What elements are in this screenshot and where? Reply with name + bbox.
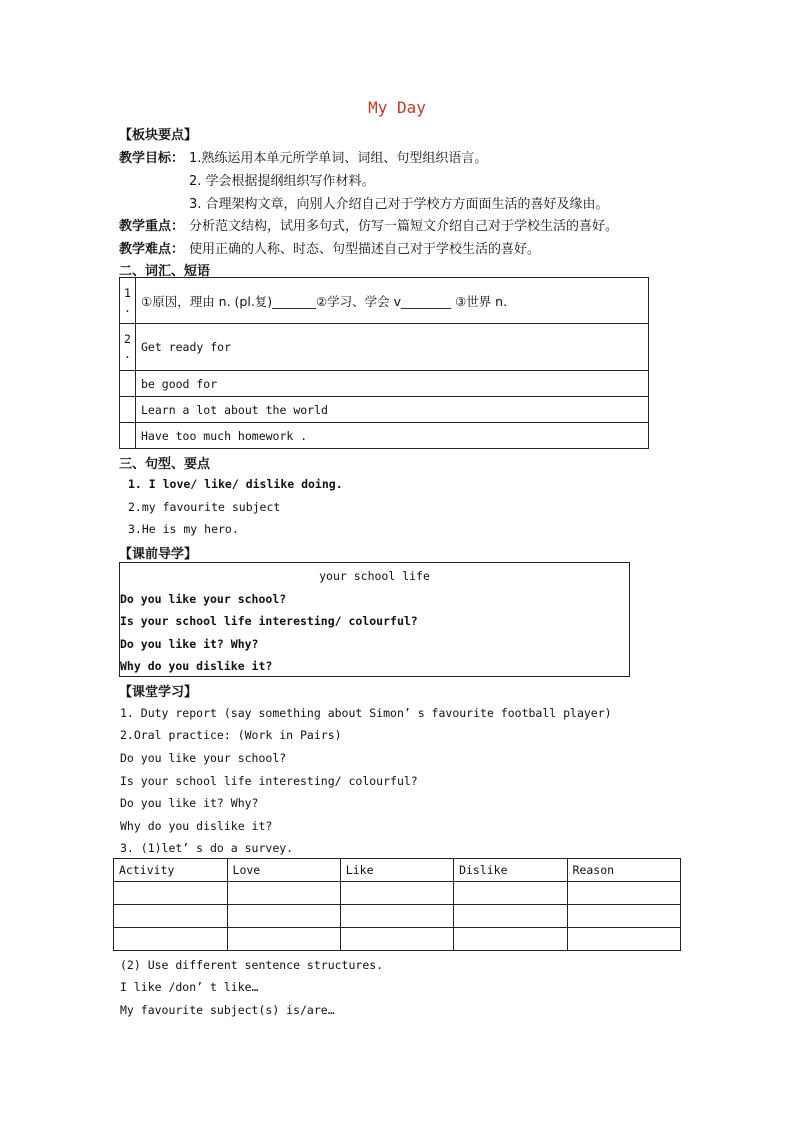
survey-cell [227, 882, 340, 905]
difficulty-text: 使用正确的人称、时态、句型描述自己对于学校生活的喜好。 [189, 242, 541, 257]
preview-question-3: Do you like it? Why? [120, 637, 259, 651]
goals-label: 教学目标： [119, 151, 185, 166]
class-line-3: Do you like your school? [120, 751, 287, 765]
vocab-row-text-content: ①原因，理由 n. (pl.复)_______②学习、学会 v________ ③世界 n. [141, 293, 508, 309]
survey-table [113, 858, 681, 951]
section-heading-vocabulary: 二、词汇、短语 [119, 264, 211, 279]
preview-question-4: Why do you dislike it? [120, 659, 273, 673]
vocab-row [120, 324, 649, 371]
vocab-row [120, 423, 649, 449]
survey-header-row [114, 859, 681, 882]
vocab-row-number [120, 371, 136, 397]
vocabulary-table [119, 277, 649, 449]
survey-header-reason: Reason [567, 859, 680, 882]
goal-item-3: 3. 合理架构文章，向别人介绍自己对于学校方方面面生活的喜好及缘由。 [189, 197, 609, 212]
preview-box-title: your school life [319, 569, 430, 583]
survey-header-love: Love [227, 859, 340, 882]
vocab-row-text [136, 278, 649, 324]
survey-cell [567, 882, 680, 905]
sentence-item-1: 1. I love/ like/ dislike doing. [128, 477, 343, 491]
survey-cell [227, 928, 340, 951]
sentence-item-2: 2.my favourite subject [128, 500, 281, 514]
class-line-2: 2.Oral practice: (Work in Pairs) [120, 728, 342, 742]
section-heading-key-points: 【板块要点】 [119, 128, 198, 143]
goal-item-2: 2. 学会根据提纲组织写作材料。 [189, 174, 375, 189]
vocab-row [120, 278, 649, 324]
survey-cell [114, 882, 228, 905]
survey-cell [114, 928, 228, 951]
vocab-row-text: Have too much homework . [136, 423, 649, 449]
vocab-row [120, 397, 649, 423]
class-line-7: 3. (1)let’ s do a survey. [120, 841, 294, 855]
section-heading-sentences: 三、句型、要点 [119, 457, 211, 472]
survey-header-like: Like [340, 859, 453, 882]
survey-cell [114, 905, 228, 928]
vocab-row-text: Get ready for [136, 324, 649, 371]
survey-cell [567, 905, 680, 928]
class-line-4: Is your school life interesting/ colourful? [120, 774, 418, 788]
after-line-3: My favourite subject(s) is/are… [120, 1003, 335, 1017]
survey-empty-row [114, 882, 681, 905]
vocab-row-text: Learn a lot about the world [136, 397, 649, 423]
preview-question-1: Do you like your school? [120, 592, 287, 606]
class-line-5: Do you like it? Why? [120, 796, 259, 810]
section-heading-class-learning: 【课堂学习】 [119, 685, 198, 700]
after-line-2: I like /don’ t like… [120, 980, 259, 994]
key-text: 分析范文结构，试用多句式，仿写一篇短文介绍自己对于学校生活的喜好。 [189, 219, 619, 234]
survey-cell [227, 905, 340, 928]
survey-cell [454, 928, 567, 951]
vocab-row-number [120, 423, 136, 449]
vocab-row-number: 1 . [120, 278, 136, 324]
vocab-row [120, 371, 649, 397]
survey-cell [567, 928, 680, 951]
goal-item-1: 1.熟练运用本单元所学单词、词组、句型组织语言。 [189, 151, 488, 166]
survey-cell [454, 882, 567, 905]
class-line-1: 1. Duty report (say something about Simon’ s favourite football player) [120, 706, 612, 720]
section-heading-preview: 【课前导学】 [119, 547, 198, 562]
difficulty-label: 教学难点： [119, 242, 185, 257]
survey-cell [340, 882, 453, 905]
page-title: My Day [368, 98, 426, 117]
survey-cell [340, 905, 453, 928]
survey-empty-row [114, 928, 681, 951]
sentence-item-3: 3.He is my hero. [128, 522, 239, 536]
survey-cell [340, 928, 453, 951]
survey-empty-row [114, 905, 681, 928]
survey-cell [454, 905, 567, 928]
survey-header-activity: Activity [114, 859, 228, 882]
survey-header-dislike: Dislike [454, 859, 567, 882]
vocab-row-text: be good for [136, 371, 649, 397]
preview-question-2: Is your school life interesting/ colourful? [120, 614, 418, 628]
after-line-1: (2) Use different sentence structures. [120, 958, 384, 972]
key-label: 教学重点： [119, 219, 185, 234]
vocab-row-number: 2 . [120, 324, 136, 371]
vocab-row-number [120, 397, 136, 423]
class-line-6: Why do you dislike it? [120, 819, 273, 833]
